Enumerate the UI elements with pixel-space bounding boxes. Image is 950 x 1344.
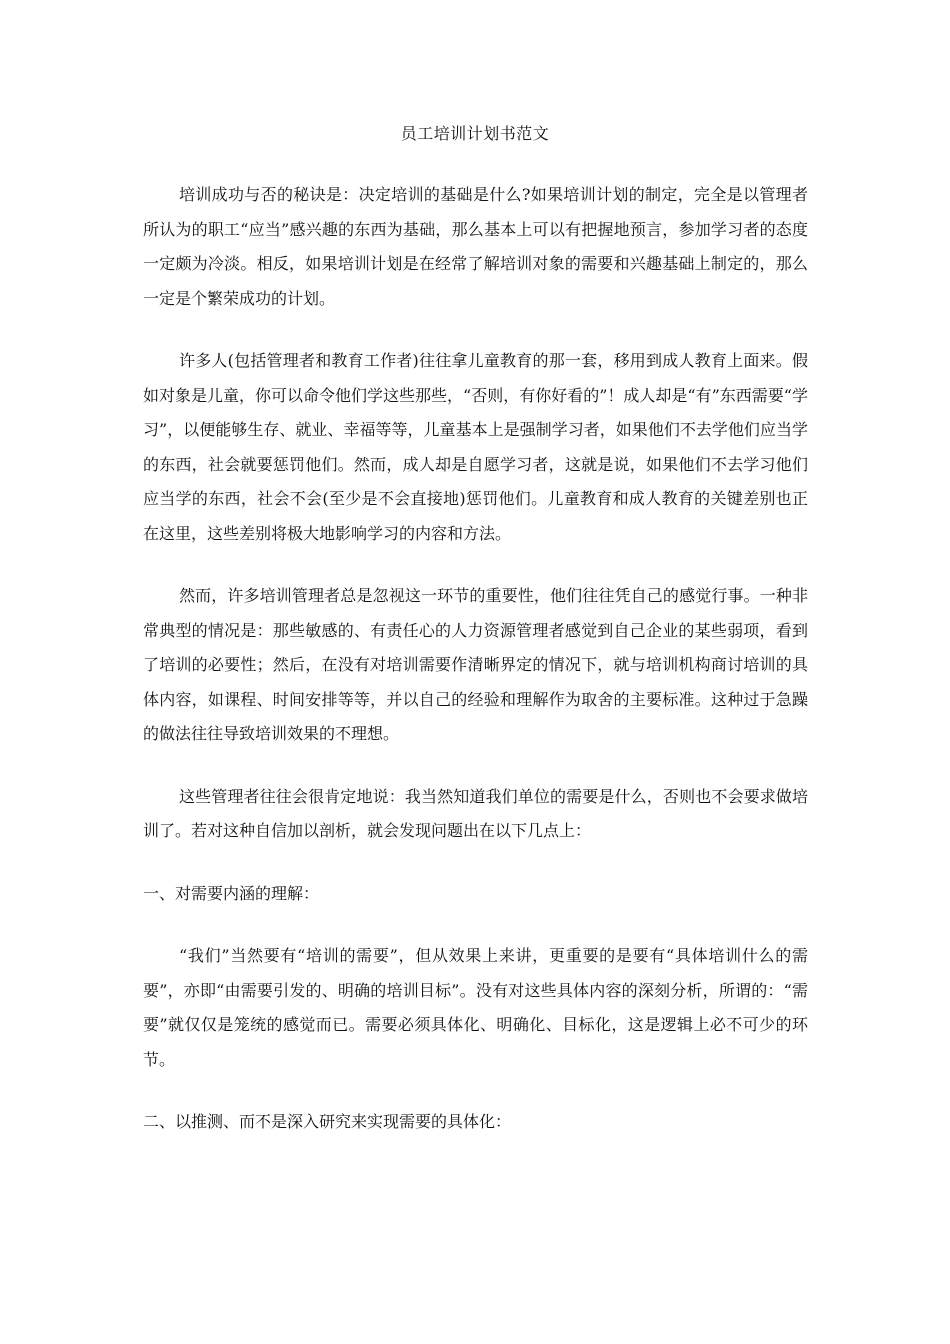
section-heading-2: 二、以推测、而不是深入研究来实现需要的具体化：	[143, 1112, 512, 1131]
paragraph-manager-confidence: 这些管理者往往会很肯定地说：我当然知道我们单位的需要是什么，否则也不会要求做培训了。若对这种自信加以剖析，就会发现问题出在以下几点上：	[143, 786, 808, 840]
paragraph-secret-of-success: 培训成功与否的秘诀是：决定培训的基础是什么?如果培训计划的制定，完全是以管理者所认为的职工“应当”感兴趣的东西为基础，那么基本上可以有把握地预言，参加学习者的态度一定颇为冷淡。相反，如果培训计划是在经常了解培训对象的需要和兴趣基础上制定的，那么一定是个繁荣成功的计划。	[143, 185, 808, 308]
document-body	[143, 178, 808, 1140]
paragraph-managers-ignore-needs: 然而，许多培训管理者总是忽视这一环节的重要性，他们往往凭自己的感觉行事。一种非常典型的情况是：那些敏感的、有责任心的人力资源管理者感觉到自己企业的某些弱项，看到了培训的必要性；然后，在没有对培训需要作清晰界定的情况下，就与培训机构商讨培训的具体内容，如课程、时间安排等等，并以自己的经验和理解作为取舍的主要标准。这种过于急躁的做法往往导致培训效果的不理想。	[143, 586, 808, 743]
paragraph-needs-specification: “我们”当然要有“培训的需要”，但从效果上来讲，更重要的是要有“具体培训什么的需要”，亦即“由需要引发的、明确的培训目标”。没有对这些具体内容的深刻分析，所谓的：“需要”就仅仅是笼统的感觉而已。需要必须具体化、明确化、目标化，这是逻辑上必不可少的环节。	[143, 946, 808, 1069]
paragraph-adult-vs-child-education: 许多人(包括管理者和教育工作者)往往拿儿童教育的那一套，移用到成人教育上面来。假如对象是儿童，你可以命令他们学这些那些，“否则，有你好看的”！成人却是“有”东西需要“学习”，以便能够生存、就业、幸福等等，儿童基本上是强制学习者，如果他们不去学他们应当学的东西，社会就要惩罚他们。然而，成人却是自愿学习者，这就是说，如果他们不去学习他们应当学的东西，社会不会(至少是不会直接地)惩罚他们。儿童教育和成人教育的关键差别也正在这里，这些差别将极大地影响学习的内容和方法。	[143, 351, 808, 543]
section-heading-1: 一、对需要内涵的理解：	[143, 883, 320, 903]
document-title: 员工培训计划书范文	[400, 124, 550, 143]
